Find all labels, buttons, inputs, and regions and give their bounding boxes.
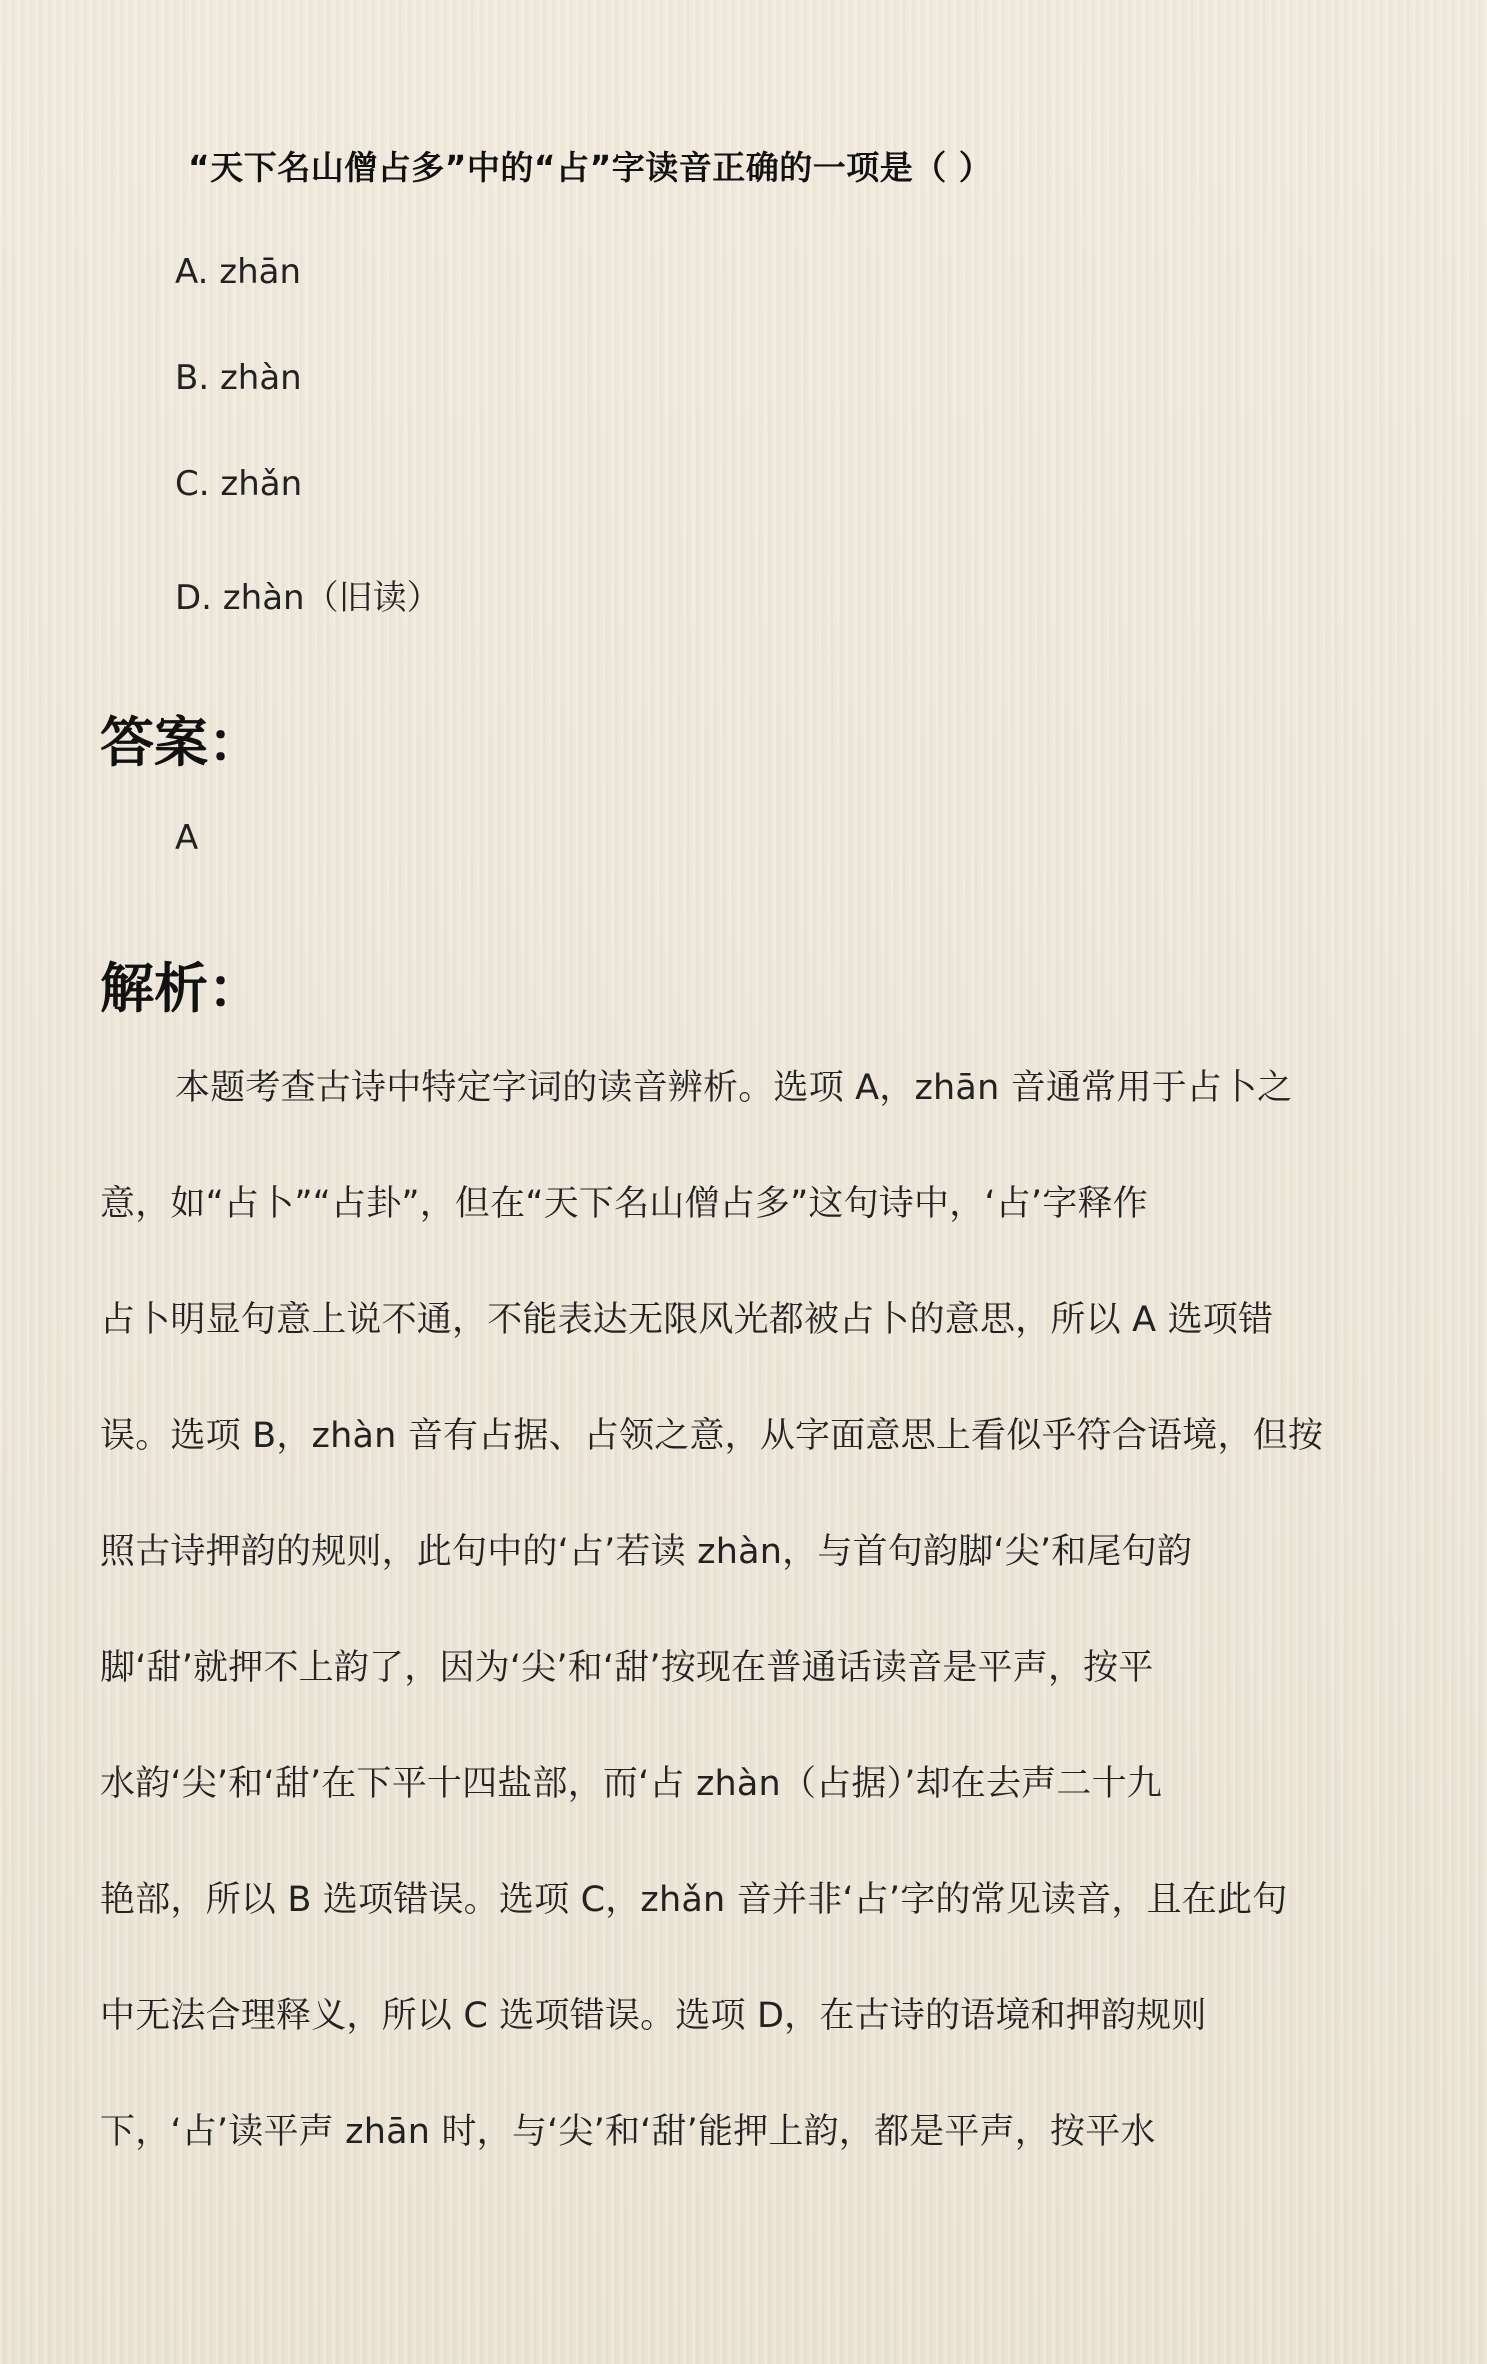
option-b: B. zhàn — [175, 358, 302, 398]
answer-heading: 答案： — [100, 711, 262, 774]
analysis-line: 下，‘占’读平声 zhān 时，与‘尖’和‘甜’能押上韵，都是平声，按平水 — [100, 2112, 1156, 2152]
analysis-line: 本题考查古诗中特定字词的读音辨析。选项 A，zhān 音通常用于占卜之 — [175, 1068, 1293, 1108]
analysis-line: 中无法合理释义，所以 C 选项错误。选项 D，在古诗的语境和押韵规则 — [100, 1996, 1207, 2036]
analysis-line: 照古诗押韵的规则，此句中的‘占’若读 zhàn，与首句韵脚‘尖’和尾句韵 — [100, 1532, 1193, 1572]
option-c: C. zhǎn — [175, 464, 303, 504]
analysis-line: 意，如“占卜”“占卦”，但在“天下名山僧占多”这句诗中，‘占’字释作 — [100, 1184, 1148, 1224]
option-d: D. zhàn（旧读） — [175, 578, 441, 618]
analysis-line: 艳部，所以 B 选项错误。选项 C，zhǎn 音并非‘占’字的常见读音，且在此句 — [100, 1880, 1288, 1920]
analysis-line: 误。选项 B，zhàn 音有占据、占领之意，从字面意思上看似乎符合语境，但按 — [100, 1416, 1324, 1456]
option-a: A. zhān — [175, 252, 302, 292]
analysis-heading: 解析： — [100, 957, 262, 1020]
analysis-line: 水韵‘尖’和‘甜’在下平十四盐部，而‘占 zhàn（占据）’却在去声二十九 — [100, 1764, 1162, 1804]
question-text: “天下名山僧占多”中的“占”字读音正确的一项是（ ） — [188, 148, 993, 187]
answer-value: A — [175, 818, 199, 858]
analysis-body — [100, 1060, 1390, 2220]
analysis-line: 脚‘甜’就押不上韵了，因为‘尖’和‘甜’按现在普通话读音是平声，按平 — [100, 1648, 1154, 1688]
analysis-line: 占卜明显句意上说不通，不能表达无限风光都被占卜的意思，所以 A 选项错 — [100, 1300, 1274, 1340]
